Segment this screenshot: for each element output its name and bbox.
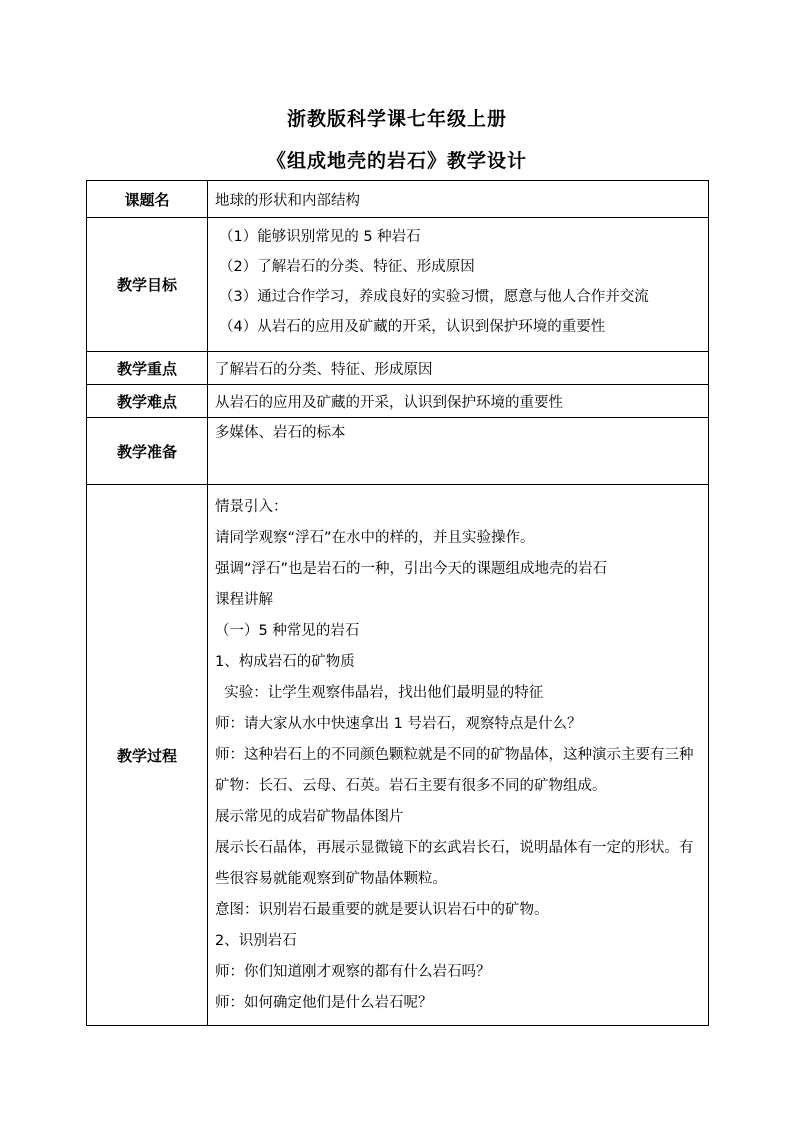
process-line: 展示常见的成岩矿物晶体图片 [215, 809, 404, 825]
process-line: 师：如何确定他们是什么岩石呢？ [215, 995, 433, 1011]
process-line: 情景引入： [215, 499, 288, 515]
process-line: 强调“浮石”也是岩石的一种，引出今天的课题组成地壳的岩石 [215, 561, 608, 577]
process-line: 师：你们知道刚才观察的都有什么岩石吗？ [215, 964, 491, 980]
table-row-goals [87, 218, 709, 352]
goals-label: 教学目标 [87, 218, 208, 352]
table-row-process [87, 485, 709, 1026]
process-cell [208, 485, 709, 1026]
table-row-difficulty [87, 385, 709, 418]
process-line: （一）5 种常见的岩石 [215, 623, 360, 639]
table-row-preparation [87, 418, 709, 485]
process-line: 师：请大家从水中快速拿出 1 号岩石，观察特点是什么？ [215, 716, 582, 732]
preparation-value: 多媒体、岩石的标本 [208, 418, 709, 485]
goal-item: （1）能够识别常见的 5 种岩石 [219, 229, 421, 245]
goals-cell [208, 218, 709, 352]
table-row-topic [87, 181, 709, 218]
preparation-label: 教学准备 [87, 418, 208, 485]
process-label: 教学过程 [87, 485, 208, 1026]
key-points-label: 教学重点 [87, 352, 208, 385]
process-line: 请同学观察“浮石”在水中的样的，并且实验操作。 [215, 530, 535, 546]
process-line: 2、识别岩石 [215, 933, 297, 949]
lesson-plan-table [86, 180, 709, 1026]
process-line: 意图：识别岩石最重要的就是要认识岩石中的矿物。 [215, 902, 549, 918]
difficulty-value: 从岩石的应用及矿藏的开采，认识到保护环境的重要性 [208, 385, 709, 418]
process-line: 展示长石晶体，再展示显微镜下的玄武岩长石，说明晶体有一定的形状。有些很容易就能观察到矿物晶体颗粒。 [215, 840, 694, 887]
document-subtitle: 《组成地壳的岩石》教学设计 [266, 150, 527, 172]
process-line: 实验：让学生观察伟晶岩，找出他们最明显的特征 [215, 685, 544, 701]
topic-label: 课题名 [87, 181, 208, 218]
goal-item: （3）通过合作学习，养成良好的实验习惯，愿意与他人合作并交流 [219, 289, 649, 305]
key-points-value: 了解岩石的分类、特征、形成原因 [208, 352, 709, 385]
table-row-key-points [87, 352, 709, 385]
difficulty-label: 教学难点 [87, 385, 208, 418]
goal-item: （2）了解岩石的分类、特征、形成原因 [219, 259, 475, 275]
topic-value: 地球的形状和内部结构 [208, 181, 709, 218]
process-line: 课程讲解 [215, 592, 273, 608]
document-title: 浙教版科学课七年级上册 [286, 108, 507, 130]
goal-item: （4）从岩石的应用及矿藏的开采，认识到保护环境的重要性 [219, 319, 606, 335]
process-line: 1、构成岩石的矿物质 [215, 654, 355, 670]
process-line: 师：这种岩石上的不同颜色颗粒就是不同的矿物晶体，这种演示主要有三种矿物：长石、云母、石英。岩石主要有很多不同的矿物组成。 [215, 747, 694, 794]
